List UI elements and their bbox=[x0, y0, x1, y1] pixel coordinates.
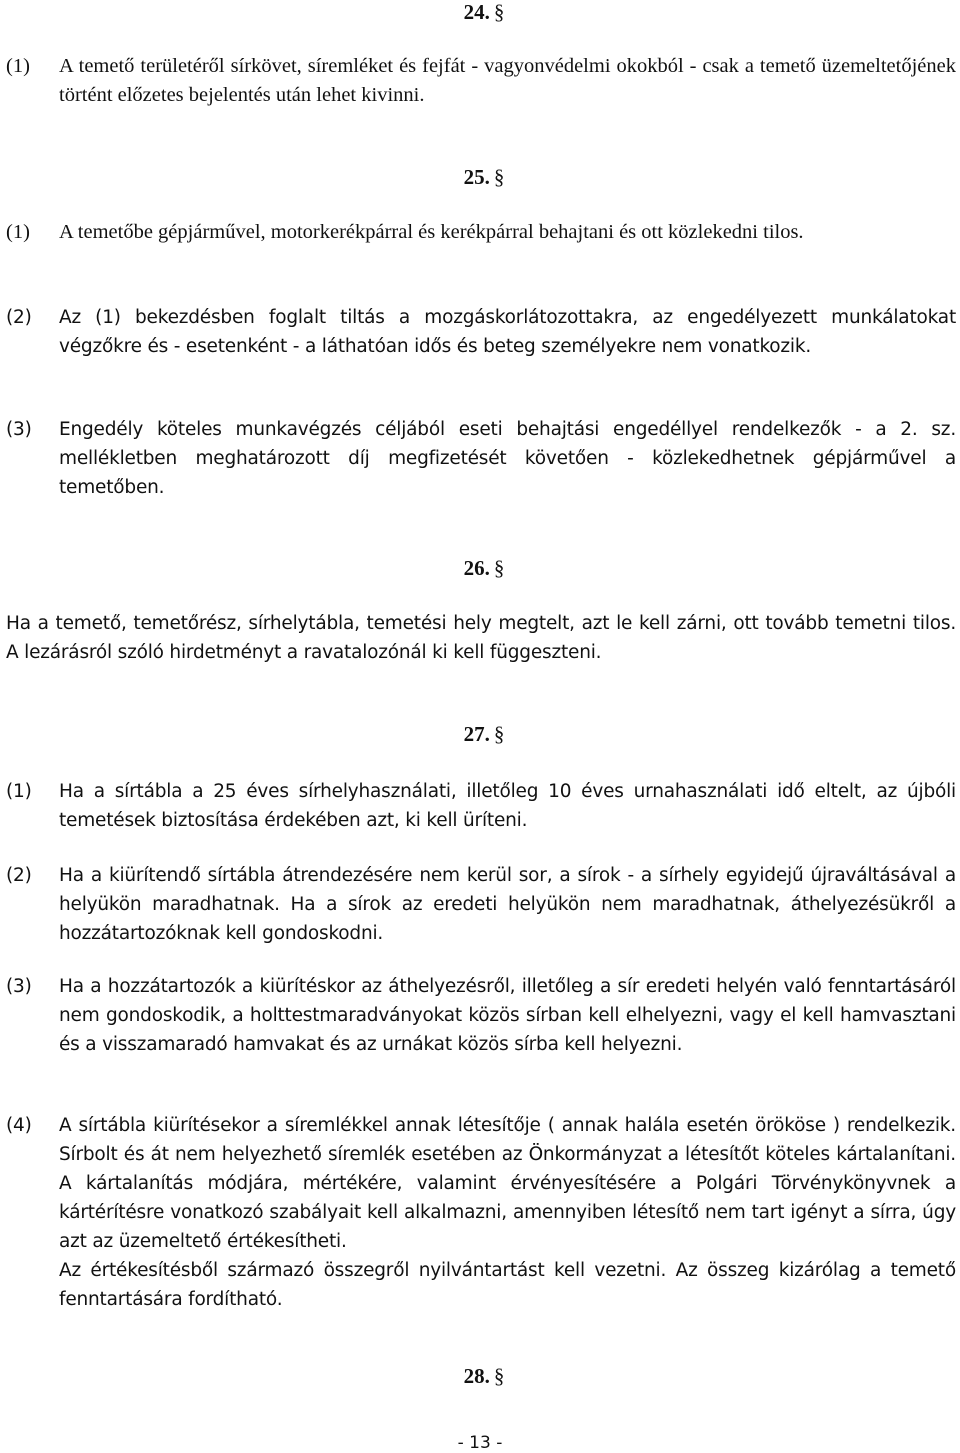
paragraph-number: (3) bbox=[6, 419, 32, 440]
paragraph-number: (2) bbox=[6, 865, 32, 886]
paragraph-text: A sírtábla kiürítésekor a síremlékkel annak létesítője ( annak halála esetén örököse ) rendelkezik. Sírbolt és át nem helyezhető síremlék esetében az Önkormányzat a létesítőt köteles kártalanítani. A kártalanítás módjára, mértékére, valamint érvényesítésére a Polgári Törvénykönyvnek a kártérítésre vonatkozó szabályait kell alkalmazni, amennyiben létesítő nem tart igényt a sírra, úgy azt az üzemeltető értékesítheti. bbox=[59, 1115, 956, 1252]
paragraph-25-3 bbox=[6, 415, 956, 502]
paragraph-text: Az (1) bekezdésben foglalt tiltás a mozgáskorlátozottakra, az engedélyezett munkálatokat végzőkre és - esetenként - a láthatóan idős és beteg személyekre nem vonatkozik. bbox=[59, 307, 956, 357]
section-heading-24 bbox=[0, 0, 960, 24]
paragraph-number: (1) bbox=[6, 221, 30, 243]
paragraph-text: Ha a kiürítendő sírtábla átrendezésére nem kerül sor, a sírok - a sírhely egyidejű újraváltásával a helyükön maradhatnak. Ha a sírok az eredeti helyükön nem maradhatnak, áthelyezésükről a hozzátartozóknak kell gondoskodni. bbox=[59, 865, 956, 944]
paragraph-symbol: § bbox=[493, 556, 505, 580]
section-number: 24. bbox=[463, 0, 490, 24]
paragraph-27-2 bbox=[6, 861, 956, 948]
paragraph-24-1 bbox=[6, 52, 956, 110]
paragraph-text: Ha a hozzátartozók a kiürítéskor az áthelyezésről, illetőleg a sír eredeti helyén való fenntartásáról nem gondoskodik, a holttestmaradványokat közös sírban kell elhelyezni, vagy el kell hamvasztani és a visszamaradó hamvakat és az urnákat közös sírba kell helyezni. bbox=[59, 976, 956, 1055]
paragraph-text: Ha a sírtábla a 25 éves sírhelyhasználati, illetőleg 10 éves urnahasználati idő eltelt, az újbóli temetések biztosítása érdekében azt, ki kell üríteni. bbox=[59, 781, 956, 831]
paragraph-number: (3) bbox=[6, 976, 32, 997]
paragraph-text: A temetőbe gépjárművel, motorkerékpárral és kerékpárral behajtani és ott közlekedni tilos. bbox=[59, 221, 804, 243]
paragraph-text: Ha a temető, temetőrész, sírhelytábla, temetési hely megtelt, azt le kell zárni, ott tovább temetni tilos. A lezárásról szóló hirdetményt a ravatalozónál ki kell függeszteni. bbox=[6, 613, 956, 663]
section-number: 28. bbox=[463, 1364, 490, 1388]
paragraph-26 bbox=[6, 609, 956, 667]
page-number: - 13 - bbox=[457, 1433, 503, 1453]
paragraph-text-continued: Az értékesítésből származó összegről nyilvántartást kell vezetni. Az összeg kizárólag a temető fenntartására fordítható. bbox=[59, 1260, 956, 1310]
section-number: 27. bbox=[463, 722, 490, 746]
section-heading-26 bbox=[0, 556, 960, 580]
paragraph-number: (4) bbox=[6, 1115, 32, 1136]
paragraph-text: A temető területéről sírkövet, síremléket és fejfát - vagyonvédelmi okokból - csak a temető üzemeltetőjének történt előzetes bejelentés után lehet kivinni. bbox=[59, 55, 956, 106]
paragraph-25-2 bbox=[6, 303, 956, 361]
section-number: 25. bbox=[463, 165, 490, 189]
paragraph-27-3 bbox=[6, 972, 956, 1059]
section-heading-27 bbox=[0, 722, 960, 746]
section-number: 26. bbox=[463, 556, 490, 580]
paragraph-symbol: § bbox=[493, 722, 505, 746]
paragraph-symbol: § bbox=[493, 165, 505, 189]
paragraph-27-4 bbox=[6, 1111, 956, 1314]
paragraph-symbol: § bbox=[493, 1364, 505, 1388]
paragraph-number: (1) bbox=[6, 55, 30, 77]
paragraph-27-1 bbox=[6, 777, 956, 835]
section-heading-28 bbox=[0, 1364, 960, 1388]
paragraph-number: (1) bbox=[6, 781, 32, 802]
paragraph-25-1 bbox=[6, 218, 956, 247]
paragraph-number: (2) bbox=[6, 307, 32, 328]
section-heading-25 bbox=[0, 165, 960, 189]
paragraph-text: Engedély köteles munkavégzés céljából eseti behajtási engedéllyel rendelkezők - a 2. sz. mellékletben meghatározott díj megfizetését követően - közlekedhetnek gépjárművel a temetőben. bbox=[59, 419, 956, 498]
paragraph-symbol: § bbox=[493, 0, 505, 24]
